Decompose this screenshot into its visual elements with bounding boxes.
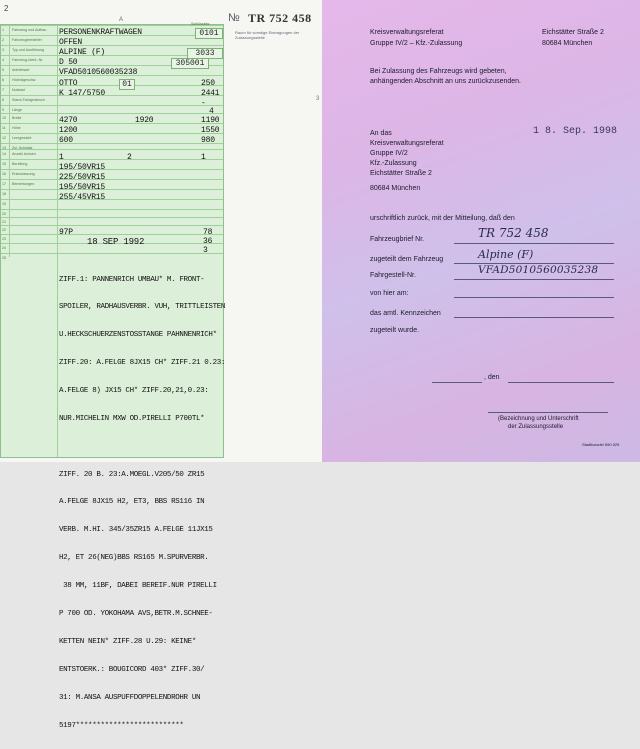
form-row-line xyxy=(1,123,223,124)
remarks-line: KETTEN NEIN* ZIFF.28 U.29: KEINE* xyxy=(59,637,196,646)
form-row-number: 5 xyxy=(2,68,4,72)
form-row-number: 17 xyxy=(2,182,6,186)
form-field-label: Fahrzeug und Aufbau xyxy=(12,28,47,32)
form-row-line xyxy=(1,217,223,218)
address-street: Eichstätter Straße 2 xyxy=(370,170,432,177)
form-row-number: 20 xyxy=(2,212,6,216)
form-row-line xyxy=(1,179,223,180)
stamp-note: Raum für sonstige Eintragungen der Zulassungsstelle xyxy=(235,30,300,40)
remarks-line: VERB. M.HI. 345/35ZR15 A.FELGE 11JX15 xyxy=(59,526,213,535)
approval: K 147/5750 xyxy=(59,89,106,98)
remarks-line: SPOILER, RADHAUSVERBR. VUH, TRITTLEISTEN xyxy=(59,303,226,312)
form-row-number: 15 xyxy=(2,162,6,166)
doc-number-prefix: № xyxy=(228,12,240,24)
form-row-line xyxy=(1,209,223,210)
brief-value: TR 752 458 xyxy=(478,226,549,240)
form-field-label: Erstzulassung xyxy=(12,172,35,176)
first-registration: 18 SEP 1992 xyxy=(87,237,145,247)
form-row-number: 3 xyxy=(2,48,4,52)
fold-label: 3 xyxy=(316,96,320,102)
form-row-line xyxy=(1,105,223,106)
remarks-line: P 700 OD. YOKOHAMA AVS,BETR.M.SCHNEE- xyxy=(59,609,213,618)
vin: VFAD5010560035238 xyxy=(59,68,138,77)
form-row-number: 12 xyxy=(2,136,6,140)
form-number-divider xyxy=(9,25,10,257)
form-row-number: 25 xyxy=(2,256,6,260)
form-row-number: 24 xyxy=(2,246,6,250)
form-field-label: Typ und Ausführung xyxy=(12,48,44,52)
form-row-number: 8 xyxy=(2,98,4,102)
vehicle-type: PERSONENKRAFTWAGEN xyxy=(59,28,142,37)
height-value: 1190 xyxy=(201,116,220,125)
chassis-line xyxy=(454,279,614,280)
form-field-label: Höchstgeschw. xyxy=(12,78,37,82)
footer-code: Stadtkanzlei 590.025 xyxy=(582,442,620,447)
form-field-label: Stand-Fahrgeräusch xyxy=(12,98,45,102)
chassis-label: Fahrgestell-Nr. xyxy=(370,272,416,279)
address-group: Gruppe IV/2 xyxy=(370,150,408,157)
note-line-2: anhängenden Abschnitt an uns zurückzusenden. xyxy=(370,78,522,85)
form-row-line xyxy=(1,199,223,200)
remarks-line: ENTSTOERK.: BOUGICORD 403* ZIFF.30/ xyxy=(59,665,205,674)
form-field-label: Antriebsart xyxy=(12,68,30,72)
power: 2441 xyxy=(201,89,220,98)
header-city: 80684 München xyxy=(542,40,593,47)
vehicle-value: Alpine (F) xyxy=(478,248,534,261)
engine: OTTO xyxy=(59,79,78,88)
date-stamp: 1 8. Sep. 1998 xyxy=(533,126,618,137)
form-field-label: Bereifung xyxy=(12,162,28,166)
form-field-label: Zul. Achslast xyxy=(12,146,33,150)
axle-load-1: 600 xyxy=(59,136,73,145)
length: 4270 xyxy=(59,116,78,125)
remarks-line: 5197************************** xyxy=(59,721,184,730)
form-column-divider xyxy=(57,25,58,457)
extra-3: 36 xyxy=(203,237,213,246)
form-row-number: 16 xyxy=(2,172,6,176)
address-dept: Kfz.-Zulassung xyxy=(370,160,417,167)
form-row-line xyxy=(1,113,223,114)
form-row-line xyxy=(1,234,223,235)
header-authority: Kreisverwaltungsreferat xyxy=(370,29,444,36)
form-row-number: 13 xyxy=(2,146,6,150)
engine-key: 01 xyxy=(119,79,135,90)
form-row-number: 9 xyxy=(2,108,4,112)
form-field-label: Anzahl Achsen xyxy=(12,152,36,156)
form-field-label: Fahrzeughersteller xyxy=(12,38,42,42)
seats: 1 xyxy=(201,153,206,162)
address-an: An das xyxy=(370,130,392,137)
tire-2: 225/50VR15 xyxy=(59,173,106,182)
form-row-number: 4 xyxy=(2,58,4,62)
doc-number: TR 752 458 xyxy=(248,11,312,25)
remarks-line: ZIFF.1: PANNENRICH UMBAU* M. FRONT- xyxy=(59,275,205,284)
address-authority: Kreisverwaltungsreferat xyxy=(370,140,444,147)
driven-axles: 2 xyxy=(127,153,132,162)
form-row-number: 21 xyxy=(2,220,6,224)
remarks-line: H2, ET 26(NEG)BBS RS165 M.SPURVERBR. xyxy=(59,554,209,563)
dash-value: - xyxy=(201,99,206,108)
remarks-line: A.FELGE 8) JX15 CH* ZIFF.20,21,0.23: xyxy=(59,387,209,396)
tire-4: 255/45VR15 xyxy=(59,193,106,202)
vehicle-label: zugeteilt dem Fahrzeug xyxy=(370,256,444,263)
remarks-line: NUR.MICHELIN MXW OD.PIRELLI P700TL* xyxy=(59,415,205,424)
manufacturer-key: 3033 xyxy=(187,48,223,59)
width: 1920 xyxy=(135,116,154,125)
curb-weight: 1200 xyxy=(59,126,78,135)
form-row-line xyxy=(1,253,223,254)
form-row-line xyxy=(1,159,223,160)
den-label: , den xyxy=(484,374,500,381)
brief-line xyxy=(454,243,614,244)
remarks-block xyxy=(59,257,239,749)
type: D 50 xyxy=(59,58,78,67)
registration-form xyxy=(0,17,226,730)
key-label: Schlüsselnr. xyxy=(191,22,211,26)
plate-label: das amtl. Kennzeichen xyxy=(370,310,441,317)
form-row-line xyxy=(1,25,223,26)
form-row-number: 19 xyxy=(2,202,6,206)
form-field-label: Bemerkungen xyxy=(12,182,35,186)
note-line-1: Bei Zulassung des Fahrzeugs wird gebeten, xyxy=(370,68,507,75)
vehicle-type-key: 0101 xyxy=(195,28,223,39)
column-a-label: A xyxy=(119,17,124,23)
address-city: 80684 München xyxy=(370,185,421,192)
form-field-label: Leergewicht xyxy=(12,136,32,140)
gross-weight: 1550 xyxy=(201,126,220,135)
form-row-line xyxy=(1,95,223,96)
form-row-number: 18 xyxy=(2,192,6,196)
form-row-number: 23 xyxy=(2,237,6,241)
form-row-number: 10 xyxy=(2,116,6,120)
form-field-label: Fahrzeug-Ident.-Nr. xyxy=(12,58,44,62)
return-text: urschriftlich zurück, mit der Mitteilung, daß den xyxy=(370,215,515,222)
assigned-label: zugeteilt wurde. xyxy=(370,327,420,334)
remarks-line: U.HECKSCHUERZENSTOSSTANGE PAHNNENRICH* xyxy=(59,331,217,340)
form-row-line xyxy=(1,143,223,144)
form-row-number: 7 xyxy=(2,88,4,92)
form-row-number: 2 xyxy=(2,38,4,42)
form-row-line xyxy=(1,133,223,134)
form-row-number: 22 xyxy=(2,228,6,232)
brief-label: Fahrzeugbrief Nr. xyxy=(370,236,425,243)
plate-line xyxy=(454,317,614,318)
form-field-label: Länge xyxy=(12,108,22,112)
header-street: Eichstätter Straße 2 xyxy=(542,29,604,36)
axle-count: 1 xyxy=(59,153,64,162)
tire-1: 195/50VR15 xyxy=(59,163,106,172)
from-label: von hier am: xyxy=(370,290,409,297)
axle-number: 4 xyxy=(209,107,214,116)
date-line xyxy=(508,382,614,383)
place-line xyxy=(432,382,482,383)
form-row-number: 14 xyxy=(2,152,6,156)
signature-line xyxy=(488,412,608,413)
remarks-line: ZIFF. 20 B. 23:A.MOEGL.V205/50 ZR15 xyxy=(59,470,205,479)
extra-1: 97P xyxy=(59,228,73,237)
remarks-line: 31: M.ANSA AUSPUFFDOPPELENDROHR UN xyxy=(59,693,201,702)
extra-2: 78 xyxy=(203,228,213,237)
form-row-line xyxy=(1,85,223,86)
extra-4: 3 xyxy=(203,246,208,255)
remarks-line xyxy=(59,443,239,452)
form-row-line xyxy=(1,45,223,46)
form-field-label: Breite xyxy=(12,116,22,120)
form-row-number: 1 xyxy=(2,28,4,32)
fuel-key: 250 xyxy=(201,79,215,88)
type-key: 305001 xyxy=(171,58,209,69)
from-line xyxy=(454,297,614,298)
signature-label-1: (Bezeichnung und Unterschrift xyxy=(498,416,579,422)
tire-3: 195/50VR15 xyxy=(59,183,106,192)
right-sheet xyxy=(322,0,640,462)
form-row-line xyxy=(1,169,223,170)
form-row-line xyxy=(1,149,223,150)
remarks-line: A.FELGE 8JX15 H2, ET3, BBS RS116 IN xyxy=(59,498,205,507)
page-number: 2 xyxy=(4,4,9,13)
form-row-number: 6 xyxy=(2,78,4,82)
form-field-label: Nutzlast xyxy=(12,88,25,92)
header-group: Gruppe IV/2 – Kfz.-Zulassung xyxy=(370,40,463,47)
manufacturer: ALPINE (F) xyxy=(59,48,106,57)
chassis-value: VFAD5010560035238 xyxy=(478,264,599,276)
axle-load-2: 980 xyxy=(201,136,215,145)
form-row-number: 11 xyxy=(2,126,6,130)
remarks-line: 38 MM, 11BF, DABEI BEREIF.NUR PIRELLI xyxy=(59,582,217,591)
remarks-line: ZIFF.20: A.FELGE 8JX15 CH* ZIFF.21 0.23: xyxy=(59,359,226,368)
form-row-line xyxy=(1,189,223,190)
signature-label-2: der Zulassungsstelle xyxy=(508,424,564,430)
form-field-label: Höhe xyxy=(12,126,21,130)
body-type: OFFEN xyxy=(59,38,83,47)
form-row-line xyxy=(1,225,223,226)
